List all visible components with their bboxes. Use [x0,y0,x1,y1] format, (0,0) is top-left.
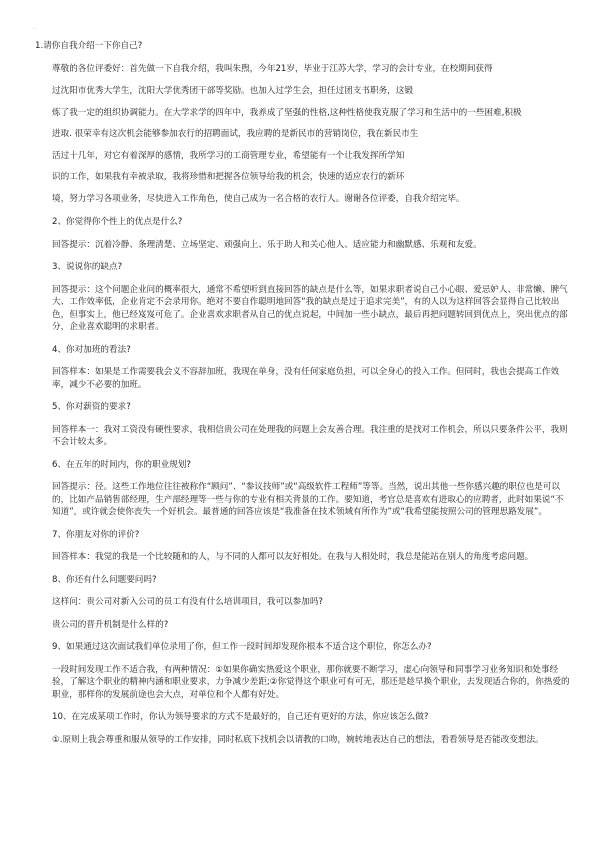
question-9: 9、如果通过这次面试我们单位录用了你，但工作一段时间却发现你根本不适合这个职位，你怎么办? [52,642,432,652]
question-6: 6、在五年的时间内，你的职业规划? [52,459,191,470]
answer-9: 一段时间发现工作不适合我，有两种情况：①如果你确实热爱这个职业，那你就要不断学习，虚心向领导和同事学习业务知识和处事经验，了解这个职业的精神内涵和职业要求，力争减少差距;②你觉得这个职业可有可无，那还是趁早换个职业，去发现适合你的，你热爱的职业，那样你的发展前途也会大点，对单位和个人都有好处。 [52,664,570,700]
question-4: 4、你对加班的看法? [52,344,131,355]
answer-paragraph: 识的工作，如果我有幸被录取，我将珍惜和把握各位领导给我的机会，快速的适应农行的新环 [52,172,405,182]
answer-5: 回答样本一：我对工资没有硬性要求，我相信贵公司在处理我的问题上会友善合理。我注重的是找对工作机会，所以只要条件公平，我则不会计较太多。 [52,424,568,447]
answer-paragraph: 过沈阳市优秀大学生，沈阳大学优秀团干部等奖励。也加入过学生会，担任过团支书职务，这锻 [52,86,413,96]
answer-8: 这样问：贵公司对新入公司的员工有没有什么培训项目，我可以参加吗? [52,597,323,607]
answer-7: 回答样本：我觉的我是一个比较随和的人，与不同的人都可以友好相处。在我与人相处时，我总是能站在别人的角度考虑问题。 [52,552,534,562]
question-7: 7、你朋友对你的评价? [52,529,140,540]
answer-paragraph: 尊敬的各位评委好：首先做一下自我介绍，我叫朱煦，今年21岁，毕业于江苏大学，学习的会计专业，在校期间获得 [52,63,493,74]
answer-10: ①.原则上我会尊重和服从领导的工作安排，同时私底下找机会以请教的口吻，婉转地表达自己的想法，看看领导是否能改变想法。 [52,734,544,745]
corner-mark: ·· [33,26,37,33]
answer-4: 回答样本：如果是工作需要我会义不容辞加班，我现在单身，没有任何家庭负担，可以全身心的投入工作。但同时，我也会提高工作效率，减少不必要的加班。 [52,367,560,390]
answer-paragraph: 活过十几年，对它有着深厚的感情，我所学习的工商管理专业，希望能有一个让我发挥所学知 [52,150,405,161]
question-3: 3、说说你的缺点? [52,262,123,272]
question-5: 5、你对薪资的要求? [52,402,131,412]
answer-paragraph: 进取. 很荣幸有这次机会能够参加农行的招聘面试，我应聘的是新民市的营销岗位，我在新民市生 [52,129,419,139]
question-1: 1.请你自我介绍一下你自己? [35,41,143,51]
answer-8-followup: 贵公司的晋升机制是什么样的? [52,619,169,630]
answer-6: 回答提示：径。这些工作地位往往被称作“顾问”、“参议技师”或“高级软件工程师”等等。当然，说出其他一些你感兴趣的职位也是可以的，比如产品销售部经理，生产部经理等一些与你的专业有相关背景的工作。要知道，考官总是喜欢有进取心的应聘者，此时如果说“不知道”，或许就会使你丧失一个好机会。最普通的回答应该是“我准备在技术领域有所作为”或“我希望能按照公司的管理思路发展”。 [52,482,564,517]
answer-paragraph: 炼了我一定的组织协调能力。在大学求学的四年中，我养成了坚强的性格,这种性格使我克服了学习和生活中的一些困难,积极 [52,107,522,118]
question-8: 8、你还有什么问题要问吗? [52,574,157,585]
answer-2: 回答提示：沉着冷静、条理清楚、立场坚定、顽强向上、乐于助人和关心他人、适应能力和幽默感、乐观和友爱。 [52,239,482,250]
question-10: 10、在完成某项工作时，你认为领导要求的方式不是最好的，自己还有更好的方法，你应该怎么做? [52,712,429,722]
question-2: 2、你觉得你个性上的优点是什么? [52,217,183,227]
answer-3: 回答提示：这个问题企业问的概率很大，通常不希望听到直接回答的缺点是什么等，如果求职者说自己小心眼、爱忌妒人、非常懒、脾气大、工作效率低，企业肯定不会录用你。绝对不要自作聪明地回答“我的缺点是过于追求完美”，有的人以为这样回答会显得自己比较出色，但事实上，他已经岌岌可危了。企业喜欢求职者从自己的优点说起，中间加一些小缺点，最后再把问题转回到优点上，突出优点的部分，企业喜欢聪明的求职者。 [52,284,568,332]
answer-paragraph: 境，努力学习各项业务，尽快进入工作角色，使自己成为一名合格的农行人。谢谢各位评委，自我介绍完毕。 [52,193,465,204]
